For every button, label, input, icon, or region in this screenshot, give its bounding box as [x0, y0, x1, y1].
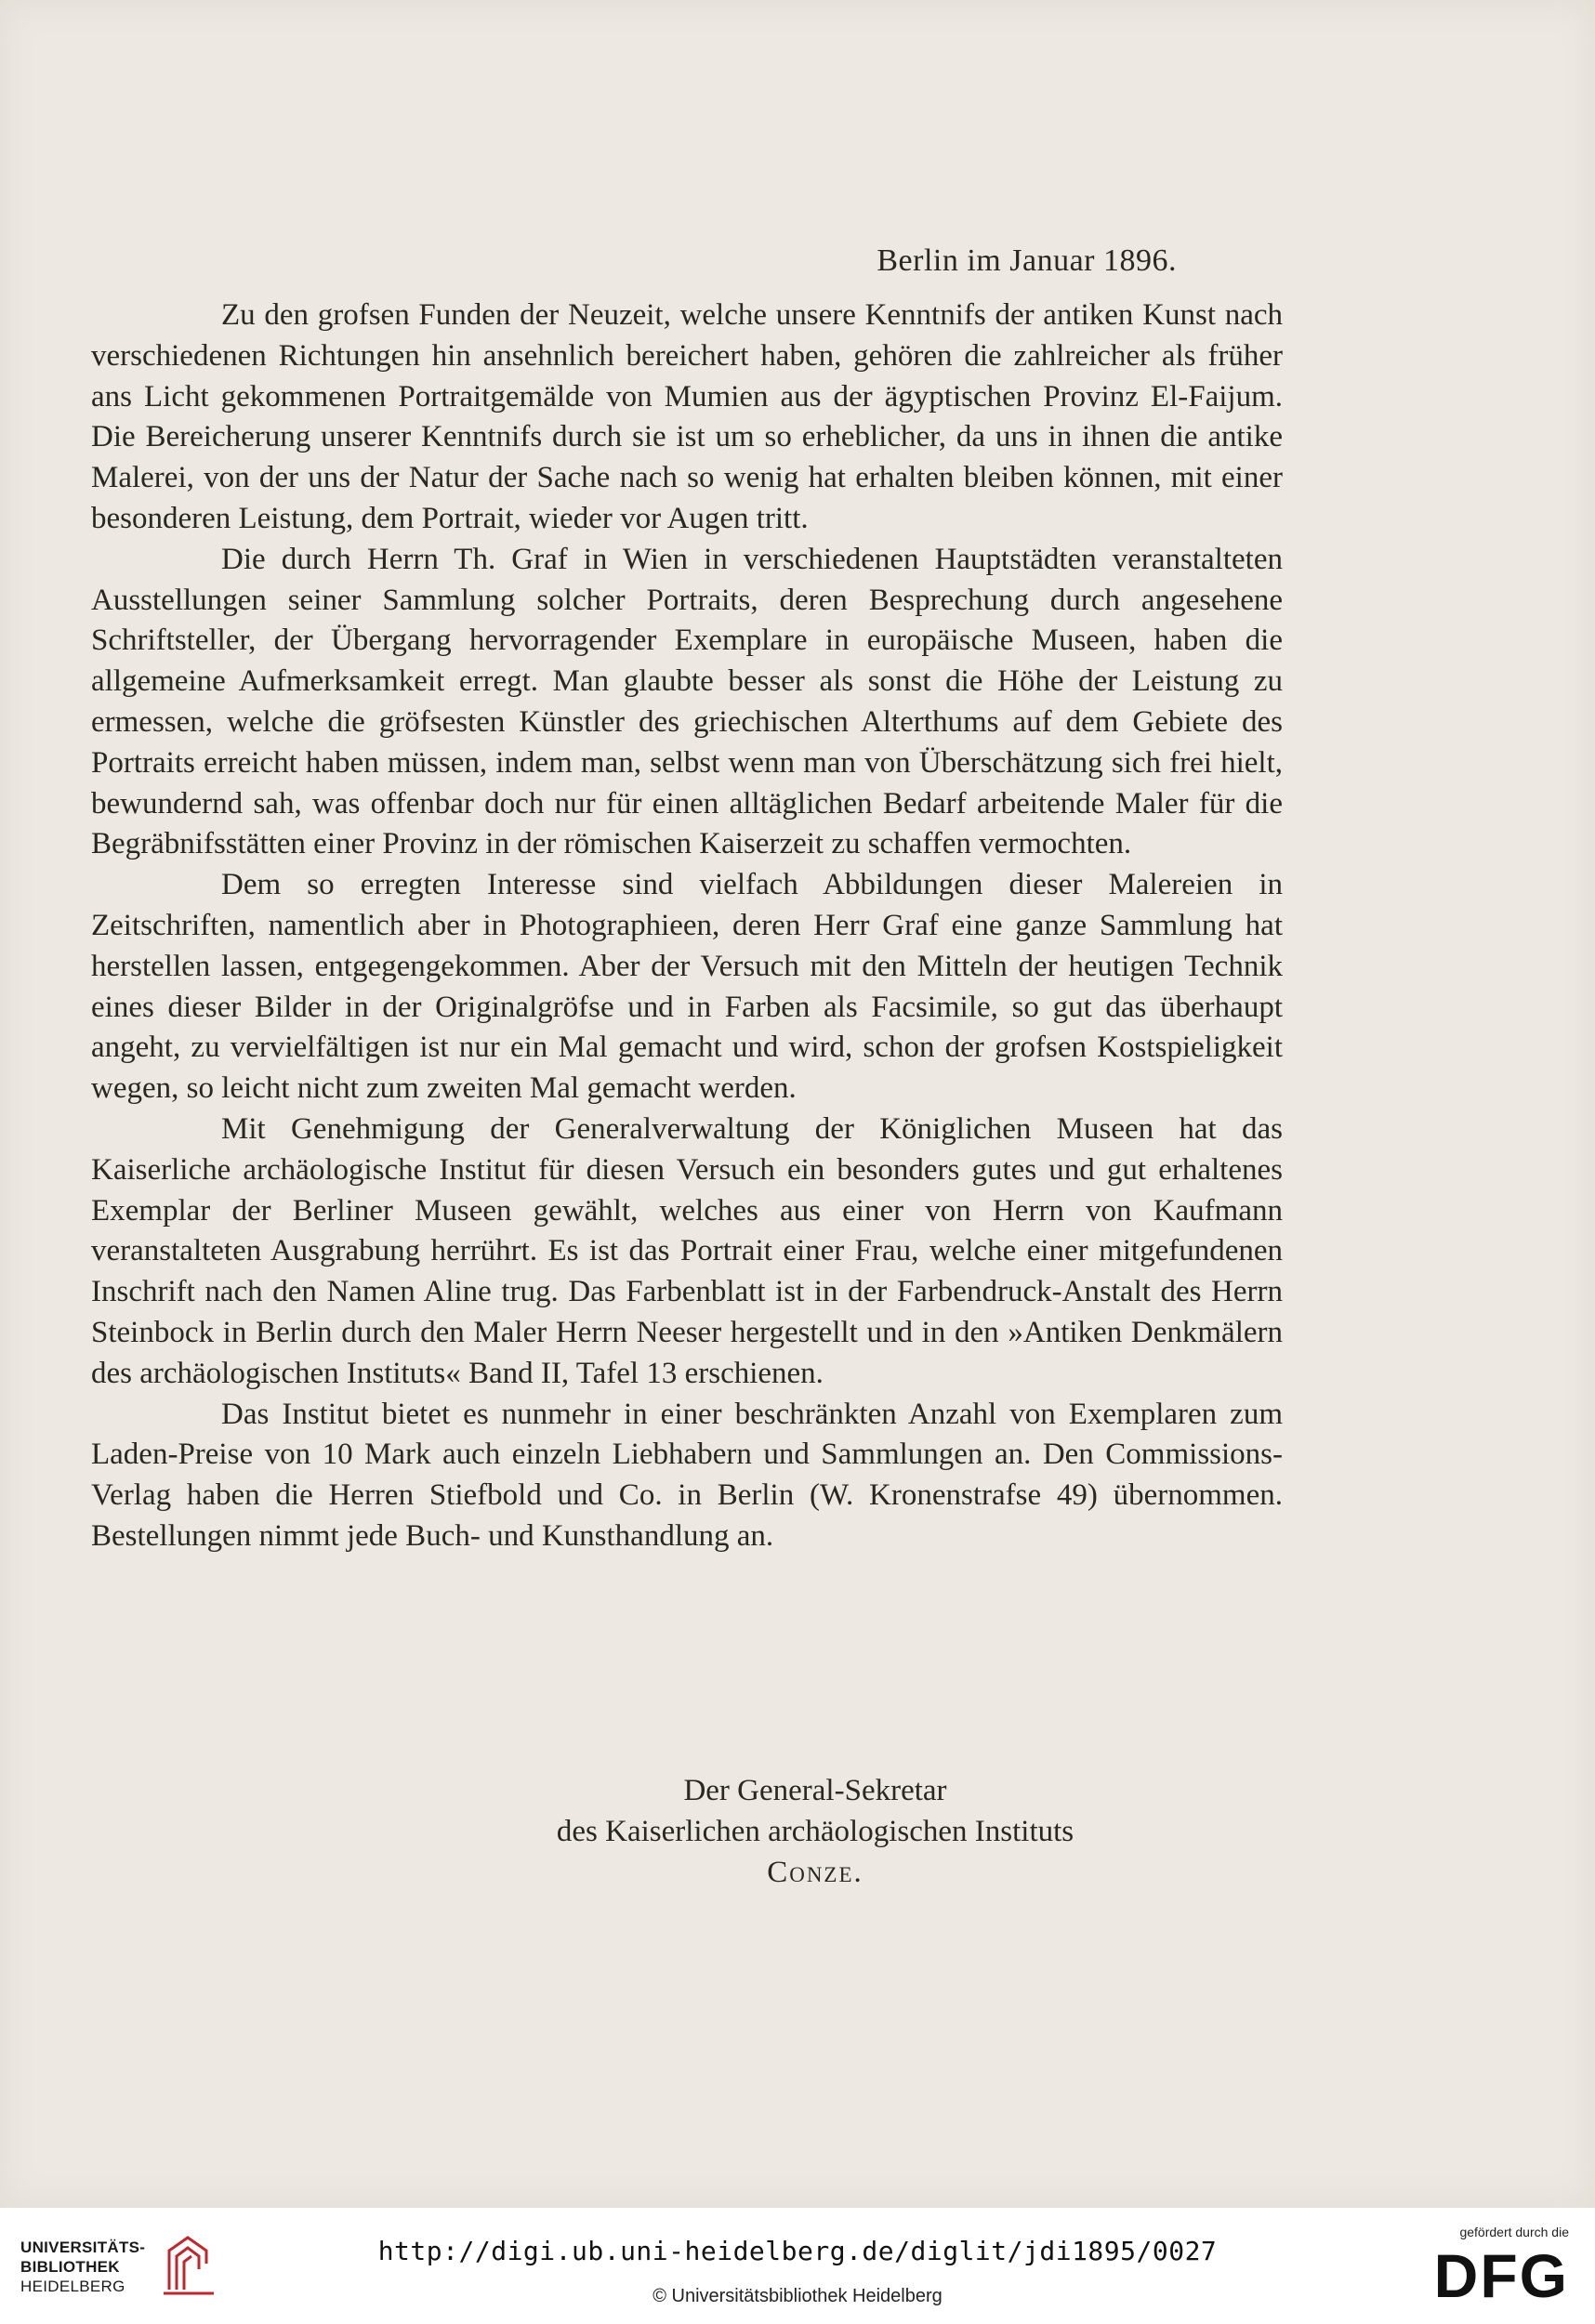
paragraph: Zu den grofsen Funden der Neuzeit, welche unsere Kenntnifs der antiken Kunst nach verschiedenen Richtungen hin ansehnlich bereichert haben, gehören die zahlreicher als früher ans Licht gekommenen Portraitgemälde von Mumien aus der ägyptischen Provinz El-Faijum. Die Bereicherung unserer Kenntnifs durch sie ist um so erheblicher, da uns in ihnen die antike Malerei, von der uns der Natur der Sache nach so wenig hat erhalten bleiben können, mit einer besonderen Leistung, dem Portrait, wieder vor Augen tritt. — [91, 298, 1283, 535]
library-name-line: UNIVERSITÄTS- — [20, 2239, 146, 2256]
signature-institution: des Kaiserlichen archäologischen Instituts — [556, 1815, 1074, 1848]
paragraph: Dem so erregten Interesse sind vielfach Abbildungen dieser Malereien in Zeitschriften, namentlich aber in Photographieen, deren Herr Graf eine ganze Sammlung hat herstellen lassen, entgegengekommen. Aber der Versuch mit den Mitteln der heutigen Technik eines dieser Bilder in der Originalgröfse und in Farben als Facsimile, so gut das überhaupt angeht, zu vervielfältigen ist nur ein Mal gemacht und wird, schon der grofsen Kostspieligkeit wegen, so leicht nicht zum zweiten Mal gemacht werden. — [91, 868, 1283, 1106]
signature-title: Der General-Sekretar — [683, 1774, 947, 1807]
library-name-line: HEIDELBERG — [20, 2278, 125, 2295]
dateline: Berlin im Januar 1896. — [877, 243, 1177, 278]
paragraph: Das Institut bietet es nunmehr in einer beschränkten Anzahl von Exemplaren zum Laden-Preise von 10 Mark auch einzeln Liebhabern und Sammlungen an. Den Commissions-Verlag haben die Herren Stiefbold und Co. in Berlin (W. Kronenstrafse 49) übernommen. Bestellungen nimmt jede Buch- und Kunsthandlung an. — [91, 1397, 1283, 1553]
signature-name: Conze. — [767, 1856, 863, 1889]
funded-by-label: gefördert durch die — [1459, 2225, 1569, 2239]
dfg-logo[interactable] — [1392, 2225, 1569, 2308]
footer-bar — [0, 2208, 1595, 2324]
copyright-notice: © Universitätsbibliothek Heidelberg — [652, 2286, 942, 2306]
signature-block — [91, 1770, 1283, 1893]
letter-body — [91, 295, 1283, 1557]
dfg-wordmark: DFG — [1433, 2241, 1569, 2310]
paragraph: Die durch Herrn Th. Graf in Wien in verschiedenen Hauptstädten veranstalteten Ausstellungen seiner Sammlung solcher Portraits, deren Besprechung durch angesehene Schriftsteller, der Übergang hervorragender Exemplare in europäische Museen, haben die allgemeine Aufmerksamkeit erregt. Man glaubte besser als sonst die Höhe der Leistung zu ermessen, welche die gröfsesten Künstler des griechischen Alterthums auf dem Gebiete des Portraits erreicht haben müssen, indem man, selbst wenn man von Überschätzung sich frei hielt, bewundernd sah, was offenbar doch nur für einen alltäglichen Bedarf arbeitende Maler für die Begräbnifsstätten einer Provinz in der römischen Kaiserzeit zu schaffen vermochten. — [91, 542, 1283, 861]
permalink-url[interactable]: http://digi.ub.uni-heidelberg.de/diglit/jdi1895/0027 — [377, 2236, 1218, 2266]
library-name-line: BIBLIOTHEK — [20, 2258, 120, 2276]
paragraph: Mit Genehmigung der Generalverwaltung der Königlichen Museen hat das Kaiserliche archäologische Institut für diesen Versuch ein besonders gutes und gut erhaltenes Exemplar der Berliner Museen gewählt, welches aus einer von Herrn von Kaufmann veranstalteten Ausgrabung herrührt. Es ist das Portrait einer Frau, welche einer mitgefundenen Inschrift nach den Namen Aline trug. Das Farbenblatt ist in der Farbendruck-Anstalt des Herrn Steinbock in Berlin durch den Maler Herrn Neeser hergestellt und in den »Antiken Denkmälern des archäologischen Instituts« Band II, Tafel 13 erschienen. — [91, 1111, 1283, 1390]
